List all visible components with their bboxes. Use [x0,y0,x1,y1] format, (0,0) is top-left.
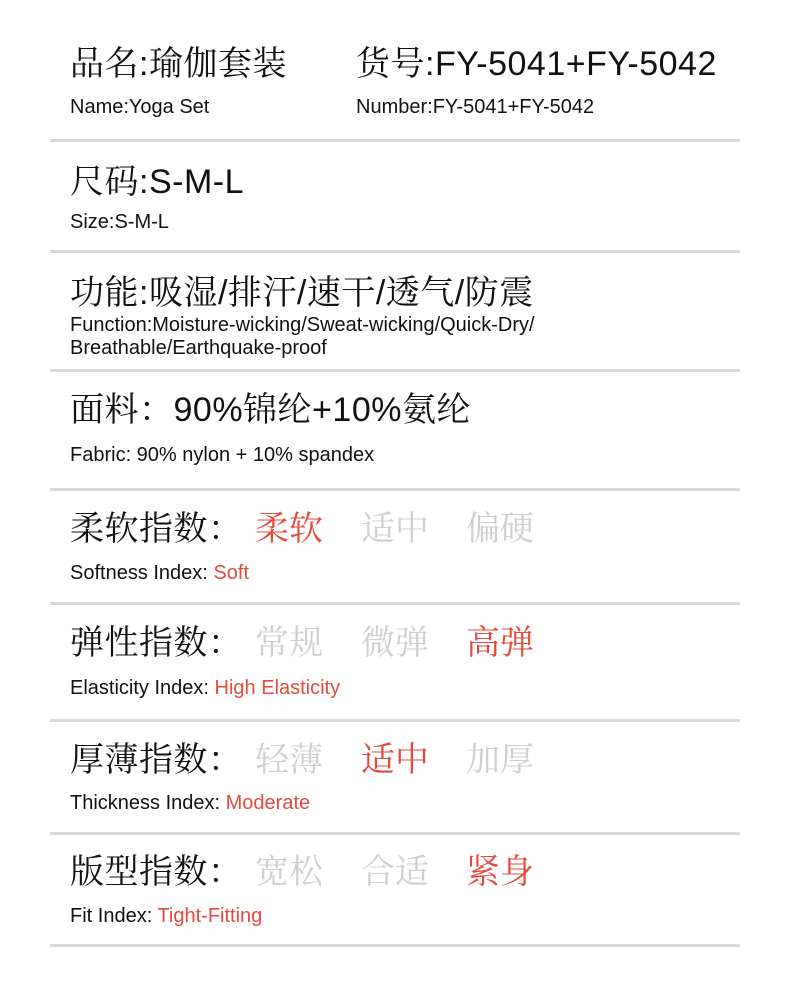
section-divider [50,944,740,947]
thickness-option-thick: 加厚 [466,741,534,779]
thickness-option-moderate: 适中 [361,741,429,779]
elasticity-option-regular: 常规 [255,624,323,662]
softness-en-label: Softness Index: [70,562,214,584]
section-divider [50,832,740,835]
product-number-cn: 货号:FY-5041+FY-5042 [356,45,717,83]
function-cn: 功能:吸湿/排汗/速干/透气/防震 [70,274,534,312]
function-en: Function:Moisture-wicking/Sweat-wicking/Quick-Dry/ Breathable/Earthquake-proof [70,314,535,359]
softness-label-cn: 柔软指数： [70,510,243,548]
fit-option-tight: 紧身 [466,853,534,891]
elasticity-en [70,677,340,700]
product-name-en: Name:Yoga Set [70,96,210,118]
softness-en [70,562,249,585]
fit-option-loose: 宽松 [255,853,323,891]
fabric-cn: 面料：90%锦纶+10%氨纶 [70,391,471,429]
softness-en-value: Soft [213,562,249,584]
fit-label-cn: 版型指数： [70,853,243,891]
section-divider [50,602,740,605]
thickness-en-label: Thickness Index: [70,792,226,814]
section-divider [50,488,740,491]
elasticity-en-label: Elasticity Index: [70,677,215,699]
elasticity-label-cn: 弹性指数： [70,624,243,662]
size-en: Size:S-M-L [70,211,169,233]
section-divider [50,719,740,722]
fit-en-label: Fit Index: [70,905,158,927]
thickness-en-value: Moderate [225,792,311,814]
product-name-cn: 品名:瑜伽套装 [70,45,287,83]
fabric-en: Fabric: 90% nylon + 10% spandex [70,444,375,466]
section-divider [50,250,740,253]
fit-en-value: Tight-Fitting [157,905,263,927]
fit-option-regular: 合适 [361,853,429,891]
size-cn: 尺码:S-M-L [70,163,244,201]
section-divider [50,139,740,142]
elasticity-option-slight: 微弹 [361,624,429,662]
softness-option-medium: 适中 [361,510,429,548]
thickness-en [70,792,310,815]
softness-option-soft: 柔软 [255,510,323,548]
elasticity-option-high: 高弹 [466,624,534,662]
thickness-option-light: 轻薄 [255,741,323,779]
section-divider [50,369,740,372]
product-number-en: Number:FY-5041+FY-5042 [356,96,595,118]
fit-en [70,905,262,928]
elasticity-en-value: High Elasticity [214,677,341,699]
softness-option-firm: 偏硬 [466,510,534,548]
thickness-label-cn: 厚薄指数： [70,741,243,779]
